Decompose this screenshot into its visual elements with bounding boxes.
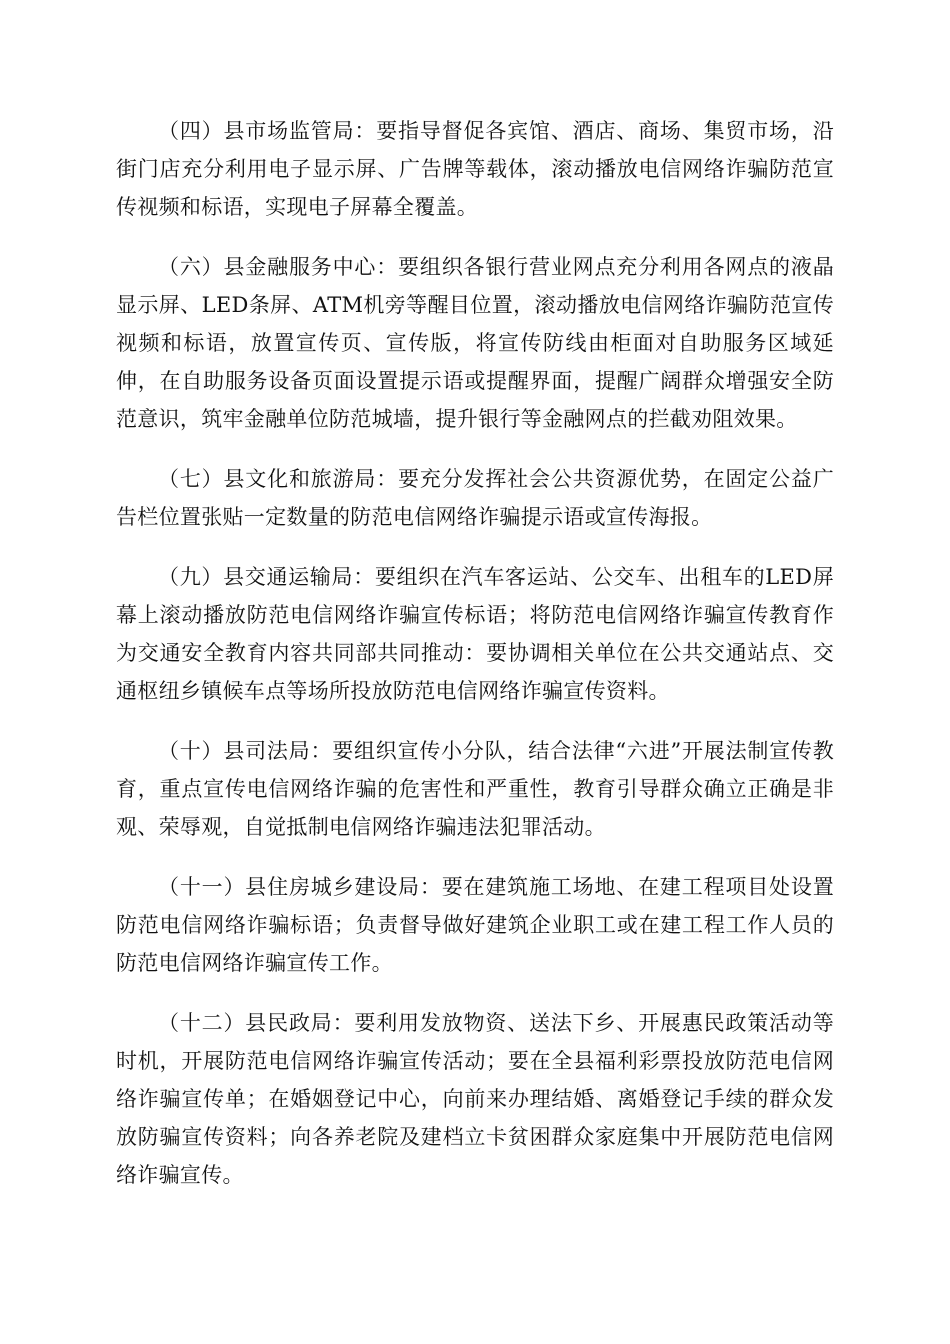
paragraph-civil-affairs: （十二）县民政局：要利用发放物资、送法下乡、开展惠民政策活动等时机，开展防范电信网络诈骗宣传活动；要在全县福利彩票投放防范电信网络诈骗宣传单；在婚姻登记中心，向前来办理结婚、离婚登记手续的群众发放防骗宣传资料；向各养老院及建档立卡贫困群众家庭集中开展防范电信网络诈骗宣传。 (116, 1011, 834, 1187)
paragraph-housing-construction: （十一）县住房城乡建设局：要在建筑施工场地、在建工程项目处设置防范电信网络诈骗标语；负责督导做好建筑企业职工或在建工程工作人员的防范电信网络诈骗宣传工作。 (116, 875, 834, 975)
paragraph-transportation: （九）县交通运输局：要组织在汽车客运站、公交车、出租车的LED屏幕上滚动播放防范电信网络诈骗宣传标语；将防范电信网络诈骗宣传教育作为交通安全教育内容共同部共同推动：要协调相关单位在公共交通站点、交通枢纽乡镇候车点等场所投放防范电信网络诈骗宣传资料。 (116, 565, 834, 703)
paragraph-justice: （十）县司法局：要组织宣传小分队，结合法律“六进”开展法制宣传教育，重点宣传电信网络诈骗的危害性和严重性，教育引导群众确立正确是非观、荣辱观，自觉抵制电信网络诈骗违法犯罪活动。 (116, 739, 834, 839)
paragraph-financial-service: （六）县金融服务中心：要组织各银行营业网点充分利用各网点的液晶显示屏、LED条屏、ATM机旁等醒目位置，滚动播放电信网络诈骗防范宣传视频和标语，放置宣传页、宣传版，将宣传防线由柜面对自助服务区域延伸，在自助服务设备页面设置提示语或提醒界面，提醒广阔群众增强安全防范意识，筑牢金融单位防范城墙，提升银行等金融网点的拦截劝阻效果。 (116, 255, 834, 431)
paragraph-market-supervision: （四）县市场监管局：要指导督促各宾馆、酒店、商场、集贸市场，沿街门店充分利用电子显示屏、广告牌等载体，滚动播放电信网络诈骗防范宣传视频和标语，实现电子屏幕全覆盖。 (116, 119, 834, 219)
paragraph-culture-tourism: （七）县文化和旅游局：要充分发挥社会公共资源优势，在固定公益广告栏位置张贴一定数量的防范电信网络诈骗提示语或宣传海报。 (116, 467, 834, 529)
